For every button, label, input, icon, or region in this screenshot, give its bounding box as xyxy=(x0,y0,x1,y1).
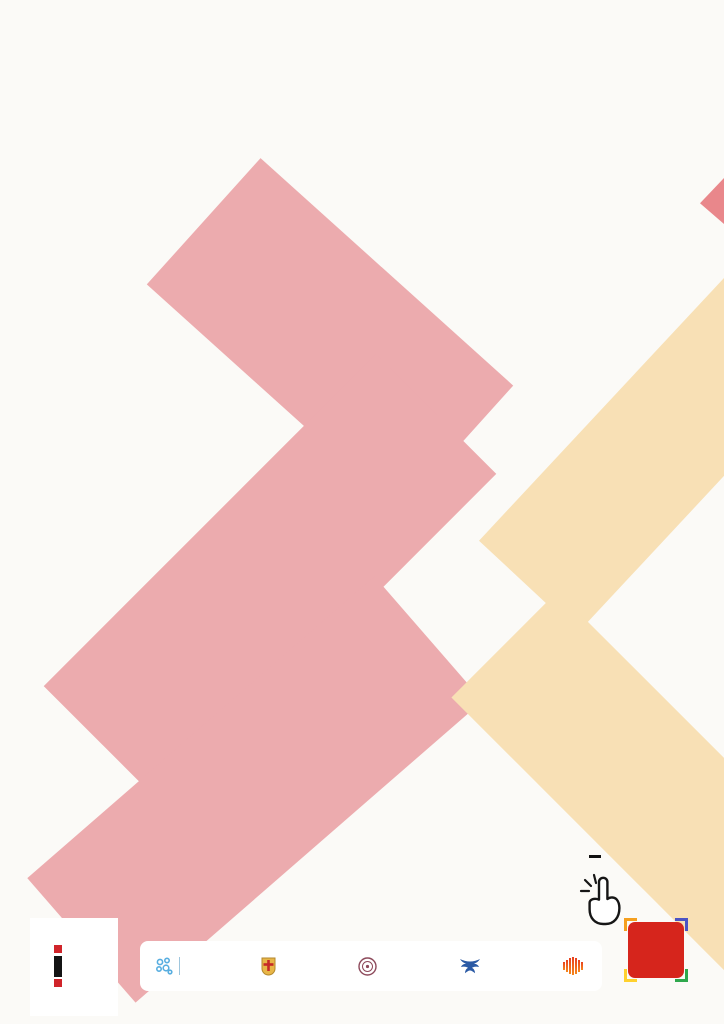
iscriviti-link[interactable] xyxy=(589,854,601,858)
comune-pavia-logo xyxy=(261,957,281,976)
comune-pavia-crest-icon xyxy=(261,957,276,976)
red-corner-accent xyxy=(700,178,724,224)
pavia-innovation-week-logo xyxy=(628,922,684,978)
camera-commercio-logo xyxy=(154,956,185,976)
if-logo xyxy=(30,918,118,1016)
assolombarda-logo xyxy=(458,957,487,975)
if-logo-i xyxy=(54,944,62,987)
universita-pavia-seal-icon xyxy=(358,957,377,976)
cta-block xyxy=(505,845,685,863)
piw-corner-br xyxy=(675,969,688,982)
principia-bars-icon xyxy=(563,957,583,975)
principia-logo xyxy=(563,957,588,975)
if-logo-ring xyxy=(30,918,118,1016)
partner-logo-strip xyxy=(140,941,602,991)
camera-commercio-icon xyxy=(154,956,174,976)
logo-divider xyxy=(179,957,180,975)
if-logo-mark xyxy=(54,944,65,987)
assolombarda-eagle-icon xyxy=(458,957,482,975)
piw-corner-bl xyxy=(624,969,637,982)
universita-pavia-logo xyxy=(358,957,382,976)
header xyxy=(0,0,724,13)
body-column xyxy=(0,25,724,34)
piw-corner-tr xyxy=(675,918,688,931)
yellow-diagonal-band-top xyxy=(479,226,724,633)
hand-cursor-icon xyxy=(577,872,623,933)
piw-corner-tl xyxy=(624,918,637,931)
